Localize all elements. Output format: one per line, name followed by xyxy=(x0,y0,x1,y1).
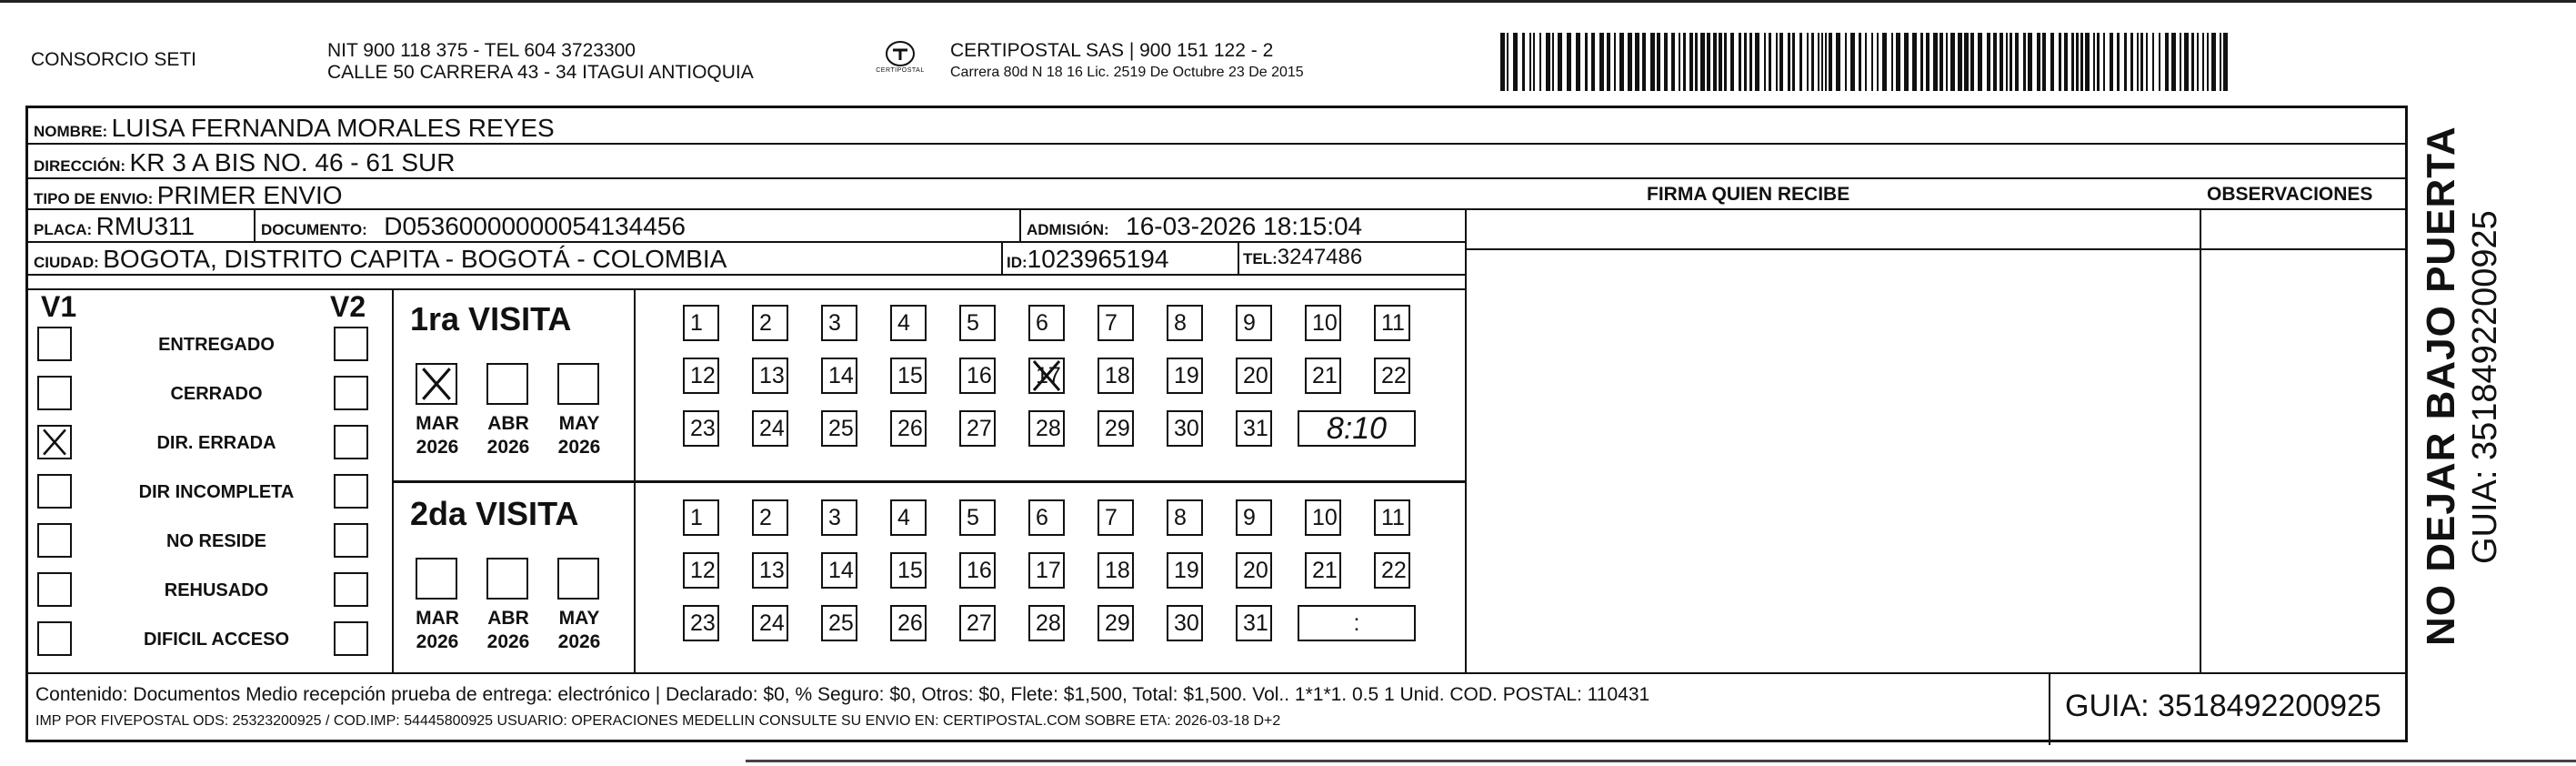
row-divider xyxy=(28,288,1465,290)
day-box[interactable]: 6 xyxy=(1028,499,1065,536)
barcode xyxy=(1500,33,2228,91)
day-box[interactable]: 30 xyxy=(1167,605,1203,641)
city-cell xyxy=(34,247,727,272)
admission-value: 16-03-2026 18:15:04 xyxy=(1126,212,1363,240)
day-box[interactable]: 20 xyxy=(1236,552,1272,589)
v2-checkbox[interactable] xyxy=(334,572,368,607)
day-box[interactable]: 16 xyxy=(959,358,996,394)
v1-checkbox[interactable] xyxy=(37,621,72,656)
day-box[interactable]: 18 xyxy=(1098,552,1134,589)
year-label: 2026 xyxy=(486,437,530,458)
day-box[interactable]: 20 xyxy=(1236,358,1272,394)
month-checkbox[interactable] xyxy=(486,363,528,405)
plate-cell xyxy=(34,214,195,239)
visit-title: 1ra VISITA xyxy=(410,300,572,338)
v2-checkbox[interactable] xyxy=(334,474,368,509)
admission-label: ADMISIÓN: xyxy=(1027,221,1109,238)
day-box[interactable]: 8 xyxy=(1167,305,1203,341)
v1-checkbox[interactable] xyxy=(37,425,72,459)
day-box[interactable]: 14 xyxy=(821,358,857,394)
v1-checkbox[interactable] xyxy=(37,327,72,361)
day-box[interactable]: 22 xyxy=(1374,358,1410,394)
visit-divider xyxy=(392,480,1465,483)
month-checkbox[interactable] xyxy=(557,363,599,405)
day-box[interactable]: 10 xyxy=(1305,305,1341,341)
cell-divider xyxy=(254,208,256,241)
status-option-label: DIR INCOMPLETA xyxy=(138,482,295,502)
document-cell xyxy=(261,214,686,239)
day-box[interactable]: 19 xyxy=(1167,552,1203,589)
v2-checkbox[interactable] xyxy=(334,621,368,656)
day-box[interactable]: 8 xyxy=(1167,499,1203,536)
v2-checkbox[interactable] xyxy=(334,327,368,361)
logo-text: CERTIPOSTAL xyxy=(876,67,925,74)
month-label: ABR xyxy=(487,608,529,629)
day-box[interactable]: 6 xyxy=(1028,305,1065,341)
day-box[interactable]: 24 xyxy=(752,605,788,641)
day-box[interactable]: 11 xyxy=(1374,499,1410,536)
day-box[interactable]: 12 xyxy=(683,358,719,394)
day-box[interactable]: 17 xyxy=(1028,358,1065,394)
day-box[interactable]: 27 xyxy=(959,410,996,447)
v2-checkbox[interactable] xyxy=(334,425,368,459)
recipient-name: LUISA FERNANDA MORALES REYES xyxy=(111,114,555,142)
print-line: IMP POR FIVEPOSTAL ODS: 25323200925 / COD.IMP: 54445800925 USUARIO: OPERACIONES MEDELLIN CONSULTE SU ENVIO EN: CERTIPOSTAL.COM SOBRE ETA: 2026-03-18 D+2 xyxy=(35,713,1281,729)
day-box[interactable]: 19 xyxy=(1167,358,1203,394)
day-box[interactable]: 3 xyxy=(821,305,857,341)
day-box[interactable]: 2 xyxy=(752,305,788,341)
day-box[interactable]: 24 xyxy=(752,410,788,447)
month-checkbox[interactable] xyxy=(557,558,599,600)
day-box[interactable]: 15 xyxy=(890,358,927,394)
v1-checkbox[interactable] xyxy=(37,474,72,509)
day-box[interactable]: 4 xyxy=(890,305,927,341)
bottom-rule xyxy=(746,760,2576,762)
day-box[interactable]: 25 xyxy=(821,605,857,641)
tel-value: 3247486 xyxy=(1277,245,1363,269)
side-guide-number: GUIA: 3518492200925 xyxy=(2466,210,2504,564)
year-label: 2026 xyxy=(486,631,530,652)
day-box[interactable]: 1 xyxy=(683,499,719,536)
year-label: 2026 xyxy=(557,437,601,458)
day-box[interactable]: 3 xyxy=(821,499,857,536)
shipment-type: PRIMER ENVIO xyxy=(156,181,343,209)
signature-header: FIRMA QUIEN RECIBE xyxy=(1647,184,1850,205)
day-box[interactable]: 16 xyxy=(959,552,996,589)
v2-label: V2 xyxy=(330,290,366,323)
day-box[interactable]: 25 xyxy=(821,410,857,447)
day-box[interactable]: 17 xyxy=(1028,552,1065,589)
day-box[interactable]: 7 xyxy=(1098,499,1134,536)
status-option-label: REHUSADO xyxy=(164,580,269,600)
city-value: BOGOTA, DISTRITO CAPITA - BOGOTÁ - COLOMBIA xyxy=(103,245,727,273)
day-box[interactable]: 1 xyxy=(683,305,719,341)
day-box[interactable]: 26 xyxy=(890,410,927,447)
type-label: TIPO DE ENVIO: xyxy=(34,190,154,207)
courier-line: CERTIPOSTAL SAS | 900 151 122 - 2 xyxy=(950,40,1274,61)
sender-company: CONSORCIO SETI xyxy=(31,49,197,70)
row-divider xyxy=(1465,248,2405,250)
month-checkbox[interactable] xyxy=(416,558,457,600)
day-box[interactable]: 21 xyxy=(1305,552,1341,589)
month-label: ABR xyxy=(487,413,529,434)
day-box[interactable]: 28 xyxy=(1028,605,1065,641)
courier-info xyxy=(950,40,1304,84)
day-box[interactable]: 9 xyxy=(1236,305,1272,341)
col-divider xyxy=(2200,208,2201,672)
visit-title: 2da VISITA xyxy=(410,495,579,532)
row-divider xyxy=(28,143,2405,145)
day-box[interactable]: 10 xyxy=(1305,499,1341,536)
day-box[interactable]: 31 xyxy=(1236,410,1272,447)
certipostal-logo xyxy=(873,40,927,91)
v1-checkbox[interactable] xyxy=(37,572,72,607)
day-box[interactable]: 11 xyxy=(1374,305,1410,341)
day-box[interactable]: 13 xyxy=(752,552,788,589)
id-label: ID: xyxy=(1007,254,1027,271)
day-box[interactable]: 29 xyxy=(1098,410,1134,447)
name-label: NOMBRE: xyxy=(34,123,108,140)
row-divider xyxy=(28,274,1465,276)
sender-info xyxy=(327,40,754,84)
month-checkbox[interactable] xyxy=(486,558,528,600)
month-label: MAR xyxy=(416,413,459,434)
v2-checkbox[interactable] xyxy=(334,523,368,558)
day-box[interactable]: 26 xyxy=(890,605,927,641)
address-label: DIRECCIÓN: xyxy=(34,157,126,175)
day-box[interactable]: 22 xyxy=(1374,552,1410,589)
license-line: Carrera 80d N 18 16 Lic. 2519 De Octubre 23 De 2015 xyxy=(950,65,1304,80)
day-box[interactable]: 4 xyxy=(890,499,927,536)
month-label: MAY xyxy=(558,413,600,434)
day-box[interactable]: 18 xyxy=(1098,358,1134,394)
no-under-door-warning: NO DEJAR BAJO PUERTA xyxy=(2419,126,2463,646)
day-box[interactable]: 14 xyxy=(821,552,857,589)
type-row xyxy=(34,183,343,208)
footer-col-divider xyxy=(2049,672,2050,745)
status-option-label: DIR. ERRADA xyxy=(156,433,276,453)
year-label: 2026 xyxy=(557,631,601,652)
v1-checkbox[interactable] xyxy=(37,376,72,410)
v1-checkbox[interactable] xyxy=(37,523,72,558)
top-rule xyxy=(0,0,2576,3)
plate-label: PLACA: xyxy=(34,221,93,238)
day-box[interactable]: 9 xyxy=(1236,499,1272,536)
tel-label: TEL: xyxy=(1243,250,1278,267)
day-box[interactable]: 23 xyxy=(683,410,719,447)
year-label: 2026 xyxy=(416,437,459,458)
status-option-label: CERRADO xyxy=(170,384,263,404)
row-divider xyxy=(28,177,2405,179)
month-checkbox[interactable] xyxy=(416,363,457,405)
id-value: 1023965194 xyxy=(1027,245,1169,273)
day-cross-mark xyxy=(1028,358,1065,394)
shipping-label xyxy=(25,106,2408,742)
day-box[interactable]: 7 xyxy=(1098,305,1134,341)
month-label: MAY xyxy=(558,608,600,629)
day-box[interactable]: 5 xyxy=(959,305,996,341)
time-box[interactable]: : xyxy=(1298,605,1416,641)
row-divider xyxy=(28,241,1465,243)
year-label: 2026 xyxy=(416,631,459,652)
sender-address: CALLE 50 CARRERA 43 - 34 ITAGUI ANTIOQUIA xyxy=(327,62,754,83)
day-box[interactable]: 27 xyxy=(959,605,996,641)
city-label: CIUDAD: xyxy=(34,254,99,271)
row-divider xyxy=(28,208,2405,210)
plate-value: RMU311 xyxy=(95,212,195,240)
v1-label: V1 xyxy=(41,290,77,323)
day-box[interactable]: 15 xyxy=(890,552,927,589)
day-box[interactable]: 23 xyxy=(683,605,719,641)
month-label: MAR xyxy=(416,608,459,629)
id-cell xyxy=(1007,247,1168,272)
day-box[interactable]: 2 xyxy=(752,499,788,536)
day-box[interactable]: 21 xyxy=(1305,358,1341,394)
status-option-label: NO RESIDE xyxy=(165,531,267,551)
col-divider xyxy=(1465,208,1467,672)
admission-cell xyxy=(1027,214,1362,239)
content-line: Contenido: Documentos Medio recepción prueba de entrega: electrónico | Declarado: $0, % Seguro: $0, Otros: $0, Flete: $1,500, Total: $1,500. Vol.. 1*1*1. 0.5 1 Unid. COD. POSTAL: 110431 xyxy=(35,684,1650,705)
day-box[interactable]: 29 xyxy=(1098,605,1134,641)
sender-nit: NIT 900 118 375 - TEL 604 3723300 xyxy=(327,40,636,61)
tel-cell xyxy=(1243,247,1362,268)
name-row xyxy=(34,116,555,141)
status-option-label: DIFICIL ACCESO xyxy=(143,630,289,650)
recipient-address: KR 3 A BIS NO. 46 - 61 SUR xyxy=(129,148,456,176)
day-box[interactable]: 5 xyxy=(959,499,996,536)
v2-checkbox[interactable] xyxy=(334,376,368,410)
observations-header: OBSERVACIONES xyxy=(2207,184,2373,205)
address-row xyxy=(34,150,455,176)
cell-divider xyxy=(1238,241,1239,274)
document-value: D05360000000054134456 xyxy=(384,212,686,240)
time-box[interactable]: 8:10 xyxy=(1298,410,1416,447)
day-box[interactable]: 28 xyxy=(1028,410,1065,447)
day-box[interactable]: 30 xyxy=(1167,410,1203,447)
status-option-label: ENTREGADO xyxy=(158,335,275,355)
day-box[interactable]: 12 xyxy=(683,552,719,589)
cell-divider xyxy=(1001,241,1003,274)
footer-guide: GUIA: 3518492200925 xyxy=(2065,689,2381,723)
day-box[interactable]: 13 xyxy=(752,358,788,394)
document-label: DOCUMENTO: xyxy=(261,221,367,238)
day-box[interactable]: 31 xyxy=(1236,605,1272,641)
cell-divider xyxy=(1019,208,1021,241)
